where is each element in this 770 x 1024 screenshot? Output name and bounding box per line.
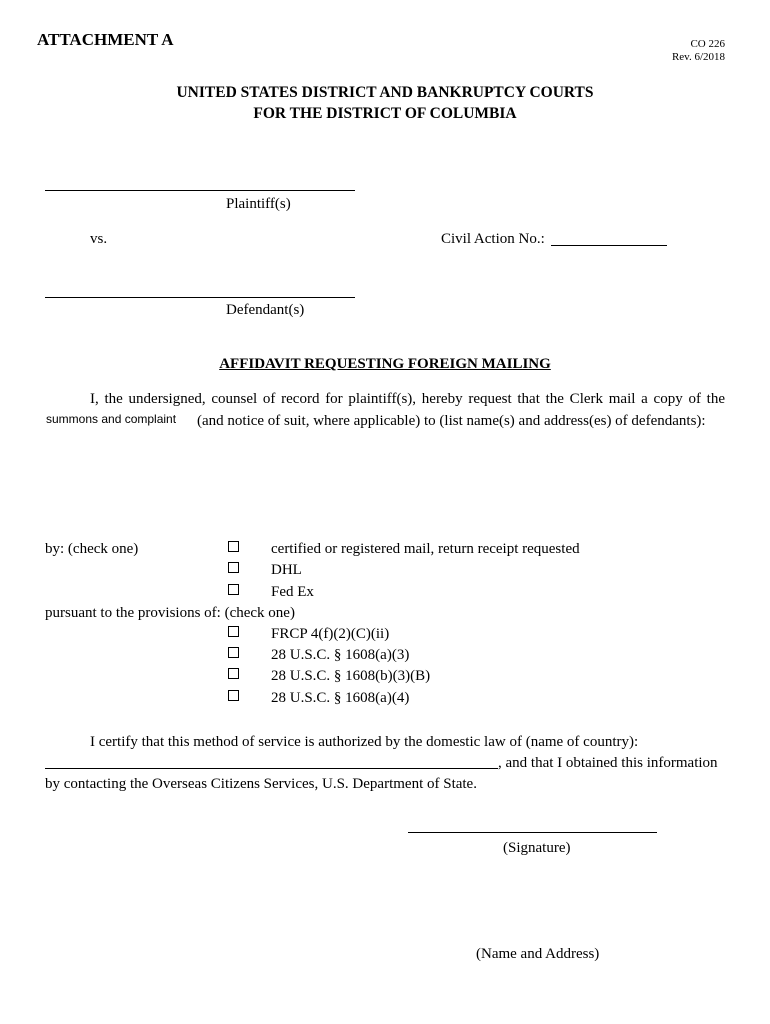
usc-1608a3-option-label: 28 U.S.C. § 1608(a)(3) [271, 647, 410, 663]
civil-action-label: Civil Action No.: [441, 231, 545, 247]
defendant-label: Defendant(s) [226, 302, 305, 318]
civil-action-number-field[interactable] [551, 245, 667, 246]
documents-field[interactable]: summons and complaint [46, 412, 177, 426]
plaintiff-label: Plaintiff(s) [226, 196, 291, 212]
certification-text-line2: , and that I obtained this information [498, 755, 718, 771]
vs-label: vs. [90, 231, 108, 247]
provisions-label: pursuant to the provisions of: (check one) [45, 605, 295, 621]
court-name-line1: UNITED STATES DISTRICT AND BANKRUPTCY COURTS [176, 84, 594, 101]
frcp-option-label: FRCP 4(f)(2)(C)(ii) [271, 626, 390, 642]
fedex-checkbox[interactable] [228, 584, 239, 595]
certified-mail-option-label: certified or registered mail, return receipt requested [271, 541, 580, 557]
affidavit-title: AFFIDAVIT REQUESTING FOREIGN MAILING [219, 356, 551, 372]
dhl-checkbox[interactable] [228, 562, 239, 573]
certification-text-line3: by contacting the Overseas Citizens Services, U.S. Department of State. [45, 776, 477, 792]
usc-1608a4-checkbox[interactable] [228, 690, 239, 701]
dhl-option-label: DHL [271, 562, 302, 578]
usc-1608b3b-checkbox[interactable] [228, 668, 239, 679]
attachment-label: ATTACHMENT A [37, 30, 174, 49]
country-name-field[interactable] [45, 768, 498, 769]
request-text-line1: I, the undersigned, counsel of record for plaintiff(s), hereby request that the Clerk mail a copy of the [90, 391, 725, 407]
signature-label: (Signature) [503, 840, 571, 856]
signature-field[interactable] [408, 832, 657, 833]
frcp-checkbox[interactable] [228, 626, 239, 637]
usc-1608a3-checkbox[interactable] [228, 647, 239, 658]
name-address-label: (Name and Address) [476, 946, 600, 962]
fedex-option-label: Fed Ex [271, 584, 314, 600]
court-name-line2: FOR THE DISTRICT OF COLUMBIA [253, 105, 517, 122]
mailing-method-label: by: (check one) [45, 541, 139, 557]
plaintiff-name-field[interactable] [45, 190, 355, 191]
form-number: CO 226 [690, 38, 725, 50]
request-text-line2: (and notice of suit, where applicable) to (list name(s) and address(es) of defendants): [197, 413, 706, 429]
certification-text-line1: I certify that this method of service is authorized by the domestic law of (name of country): [90, 734, 639, 750]
usc-1608a4-option-label: 28 U.S.C. § 1608(a)(4) [271, 690, 410, 706]
usc-1608b3b-option-label: 28 U.S.C. § 1608(b)(3)(B) [271, 668, 431, 684]
form-revision: Rev. 6/2018 [671, 51, 725, 63]
defendant-name-field[interactable] [45, 297, 355, 298]
certified-mail-checkbox[interactable] [228, 541, 239, 552]
